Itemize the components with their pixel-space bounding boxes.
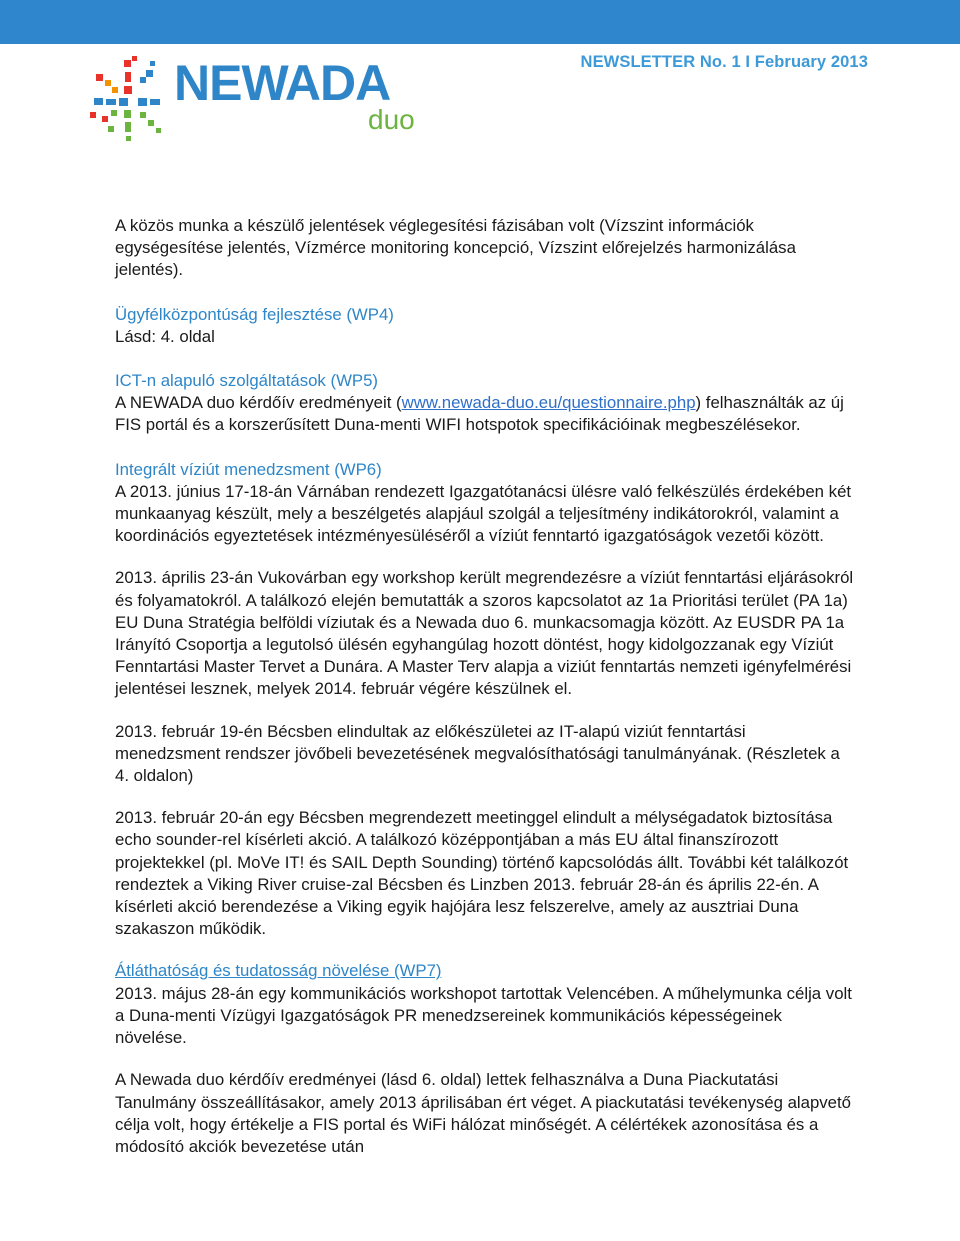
intro-paragraph: A közös munka a készülő jelentések véglegesítési fázisában volt (Vízszint információk egységesítése jelentés, Vízmérce monitoring koncepció, Vízszint előrejelzés harmonizálása jelentés). [115, 216, 796, 280]
wp6-paragraph-2: 2013. április 23-án Vukovárban egy workshop került megrendezésre a víziút fenntartási eljárásokról és folyamatokról. A találkozó elején bemutatták a szoros kapcsolatot az 1a Prioritási terület (PA 1a) EU Duna Stratégia belföldi víziutak és a Newada duo 6. munkacsomagja között. Az EUSDR PA 1a Irányító Csoportja a legutolsó ülésén egyhangúlag hozott döntést, hogy kidolgozzanak egy Víziút Fenntartási Master Tervet a Dunára. A Master Terv alapja a viziút fenntartás nemzeti igényfelmérési jelentései lesznek, melyek 2014. február végére készülnek el. [115, 568, 854, 699]
wp7-heading: Átláthatóság és tudatosság növelése (WP7) [115, 961, 442, 981]
questionnaire-link[interactable]: www.newada-duo.eu/questionnaire.php [401, 393, 696, 413]
newsletter-issue-label: NEWSLETTER No. 1 I February 2013 [580, 53, 868, 71]
wp7-paragraph-2: A Newada duo kérdőív eredményei (lásd 6. oldal) lettek felhasználva a Duna Piackutatási Tanulmány összeállításakor, amely 2013 áprilisában ért véget. A piackutatási tevékenység alapvető célja volt, hogy értékelje a FIS portal és WiFi hálózat minőségét. A célértékek azonosítása és a módosító akciók bevezetése után [115, 1070, 852, 1156]
wp4-heading: Ügyfélközpontúság fejlesztése (WP4) [115, 304, 394, 324]
article-body [115, 215, 855, 1158]
wp6-paragraph-4: 2013. február 20-án egy Bécsben megrendezett meetinggel elindult a mélységadatok biztosítása echo sounder-rel kísérleti akció. A találkozó középpontjában a más EU által finanszírozott projektekkel (pl. MoVe IT! és SAIL Depth Sounding) történő kapcsolódás állt. További két találkozót rendeztek a Viking River cruise-zal Bécsben és Linzben 2013. február 28-án és április 22-én. A kísérleti akció berendezése a Viking egyik hajójára lesz felszerelve, amely az ausztriai Duna szakaszon működik. [115, 808, 849, 939]
newada-duo-logo [88, 54, 428, 154]
wp6-heading: Integrált víziút menedzsment (WP6) [115, 459, 382, 479]
wp6-paragraph-1: A 2013. június 17-18-án Várnában rendezett Igazgatótanácsi ülésre való felkészülés érdekében két munkaanyag készült, mely a beszélgetés alapjául szolgál a teljesítmény indikátorokról, valamint a koordinációs egyeztetések intézményesüléséről a víziút fenntartó igazgatóságok vezetői között. [115, 481, 852, 546]
logo-star-icon [88, 54, 172, 154]
wp5-text-after: ) felhasználták az új FIS portál és a korszerűsített Duna-menti WIFI hotspotok specifikációinak megbeszélésekor. [115, 393, 844, 435]
wp5-heading: ICT-n alapuló szolgáltatások (WP5) [115, 371, 379, 391]
wp5-paragraph [115, 392, 855, 436]
wp6-paragraph-3: 2013. február 19-én Bécsben elindultak az előkészületei az IT-alapú viziút fenntartási menedzsment rendszer jövőbeli bevezetésének megvalósíthatósági tanulmányának. (Részletek a 4. oldalon) [115, 721, 840, 786]
wp5-text-before: A NEWADA duo kérdőív eredményeit ( [115, 393, 402, 413]
top-color-bar [0, 0, 960, 44]
logo-subtitle: duo [368, 104, 415, 135]
wp4-text: Lásd: 4. oldal [115, 326, 215, 346]
logo-wordmark: NEWADA [174, 55, 391, 111]
wp7-paragraph-1: 2013. május 28-án egy kommunikációs workshopot tartottak Velencében. A műhelymunka célja volt a Duna-menti Vízügyi Igazgatóságok PR menedzsereinek kommunikációs képességeinek növelése. [115, 983, 852, 1048]
